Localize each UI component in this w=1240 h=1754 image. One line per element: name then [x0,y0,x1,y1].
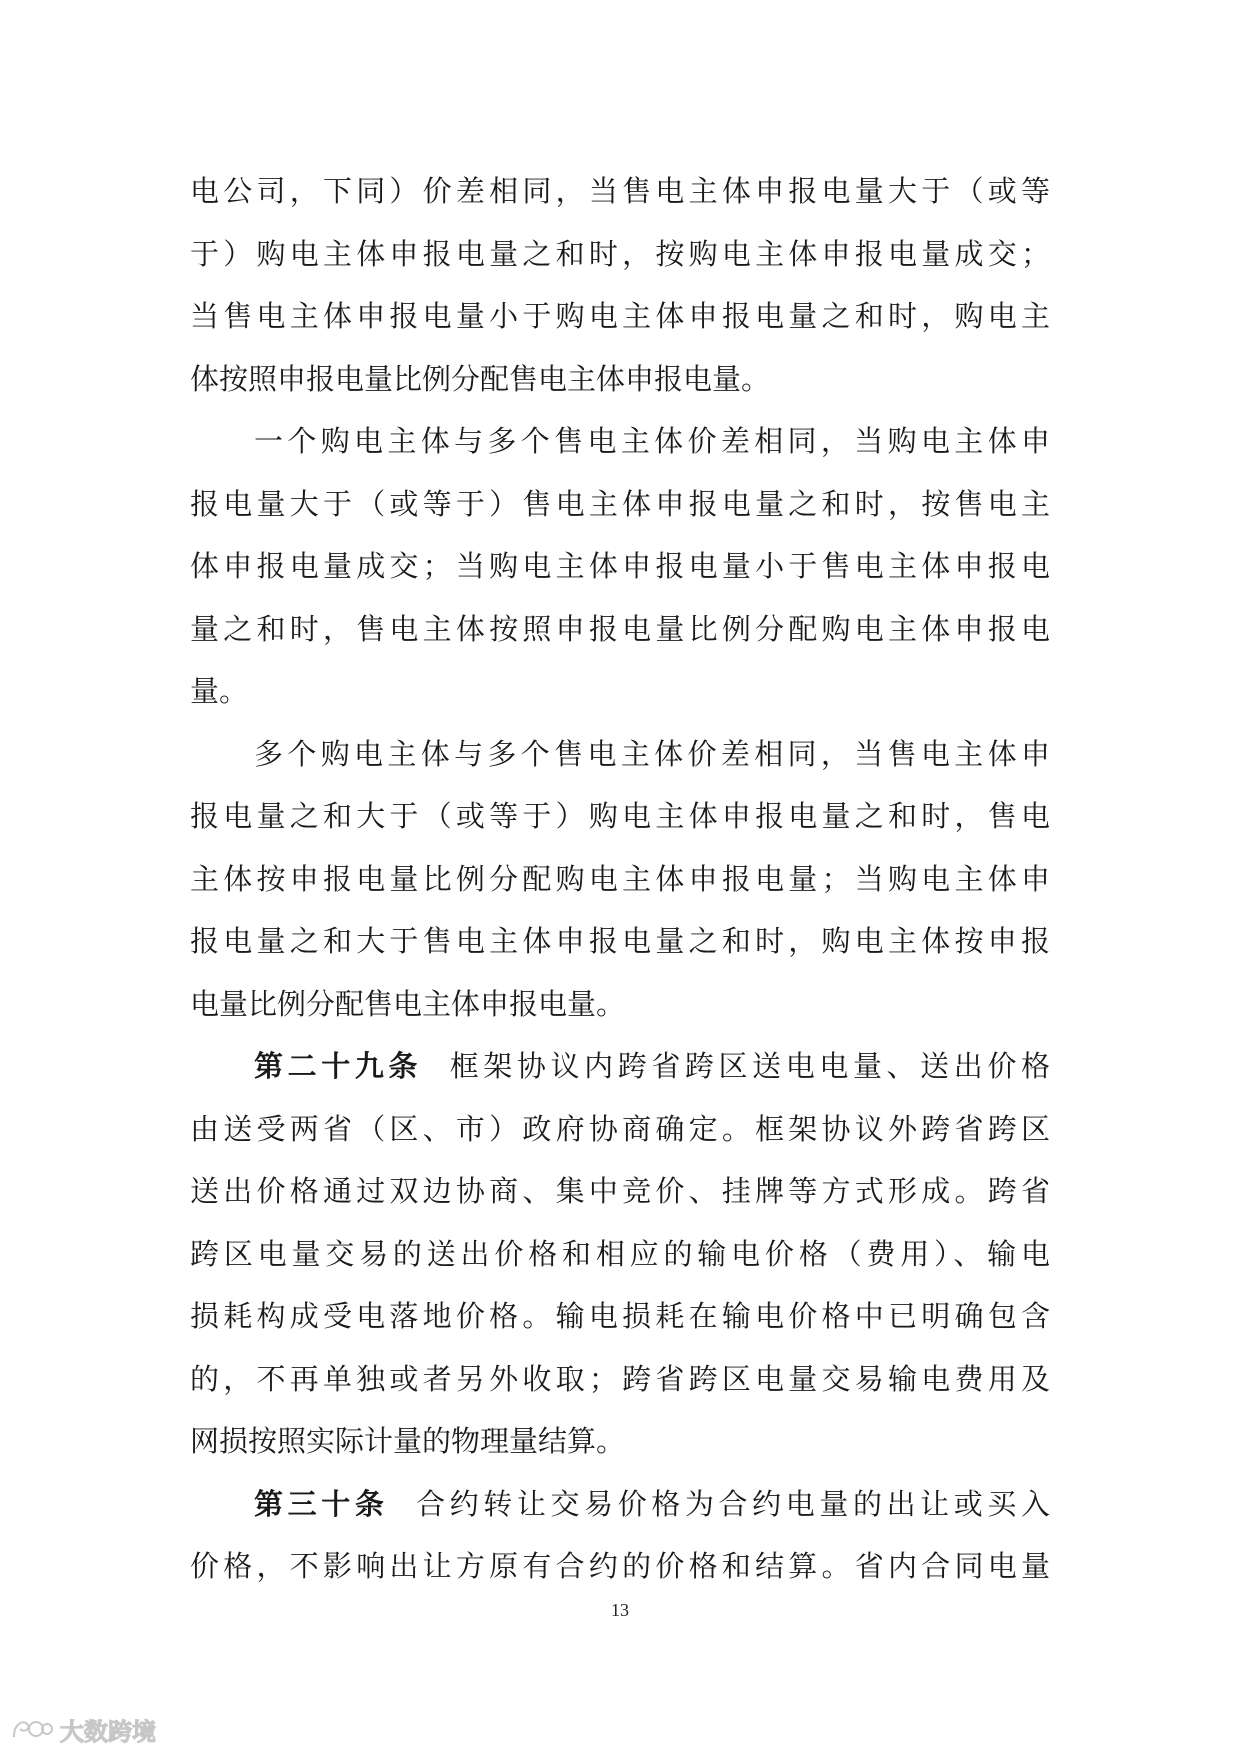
text-line: 于）购电主体申报电量之和时，按购电主体申报电量成交； [190,236,1050,271]
page-number: 13 [611,1600,629,1620]
document-body [190,160,1050,1598]
watermark-text: 大数跨境 [60,1717,156,1746]
text-line: 送出价格通过双边协商、集中竞价、挂牌等方式形成。跨省 [190,1174,1050,1208]
text-line: 合约转让交易价格为合约电量的出让或买入 [416,1486,1050,1521]
text-line: 体申报电量成交；当购电主体申报电量小于售电主体申报电 [190,549,1050,583]
article-30-heading: 第三十条 [254,1486,389,1521]
text-line: 报电量之和大于（或等于）购电主体申报电量之和时，售电 [190,799,1050,833]
watermark [10,1712,156,1746]
article-30-first-line [190,1473,1050,1536]
text-line: 价格，不影响出让方原有合约的价格和结算。省内合同电量 [190,1549,1050,1583]
text-line: 网损按照实际计量的物理量结算。 [190,1424,626,1458]
text-line: 报电量大于（或等于）售电主体申报电量之和时，按售电主 [190,486,1050,521]
text-line: 一个购电主体与多个售电主体价差相同，当购电主体申 [254,424,1050,458]
text-line: 框架协议内跨省跨区送电电量、送出价格 [449,1049,1050,1083]
text-line: 量。 [190,674,249,708]
text-line: 由送受两省（区、市）政府协商确定。框架协议外跨省跨区 [190,1111,1050,1146]
text-line: 多个购电主体与多个售电主体价差相同，当售电主体申 [254,736,1050,771]
article-29-heading: 第二十九条 [254,1049,423,1083]
text-line: 主体按申报电量比例分配购电主体申报电量；当购电主体申 [190,861,1050,896]
logo-glyph-icon [10,1715,54,1743]
text-line: 电公司，下同）价差相同，当售电主体申报电量大于（或等 [190,174,1050,208]
text-line: 报电量之和大于售电主体申报电量之和时，购电主体按申报 [190,924,1050,958]
text-line: 跨区电量交易的送出价格和相应的输电价格（费用）、输电 [190,1236,1050,1271]
text-line: 体按照申报电量比例分配售电主体申报电量。 [190,361,771,396]
text-line: 的，不再单独或者另外收取；跨省跨区电量交易输电费用及 [190,1361,1050,1396]
text-line: 量之和时，售电主体按照申报电量比例分配购电主体申报电 [190,611,1050,646]
text-line: 电量比例分配售电主体申报电量。 [190,986,626,1021]
article-29-first-line [190,1035,1050,1098]
text-line: 损耗构成受电落地价格。输电损耗在输电价格中已明确包含 [190,1299,1050,1333]
text-line: 当售电主体申报电量小于购电主体申报电量之和时，购电主 [190,299,1050,333]
